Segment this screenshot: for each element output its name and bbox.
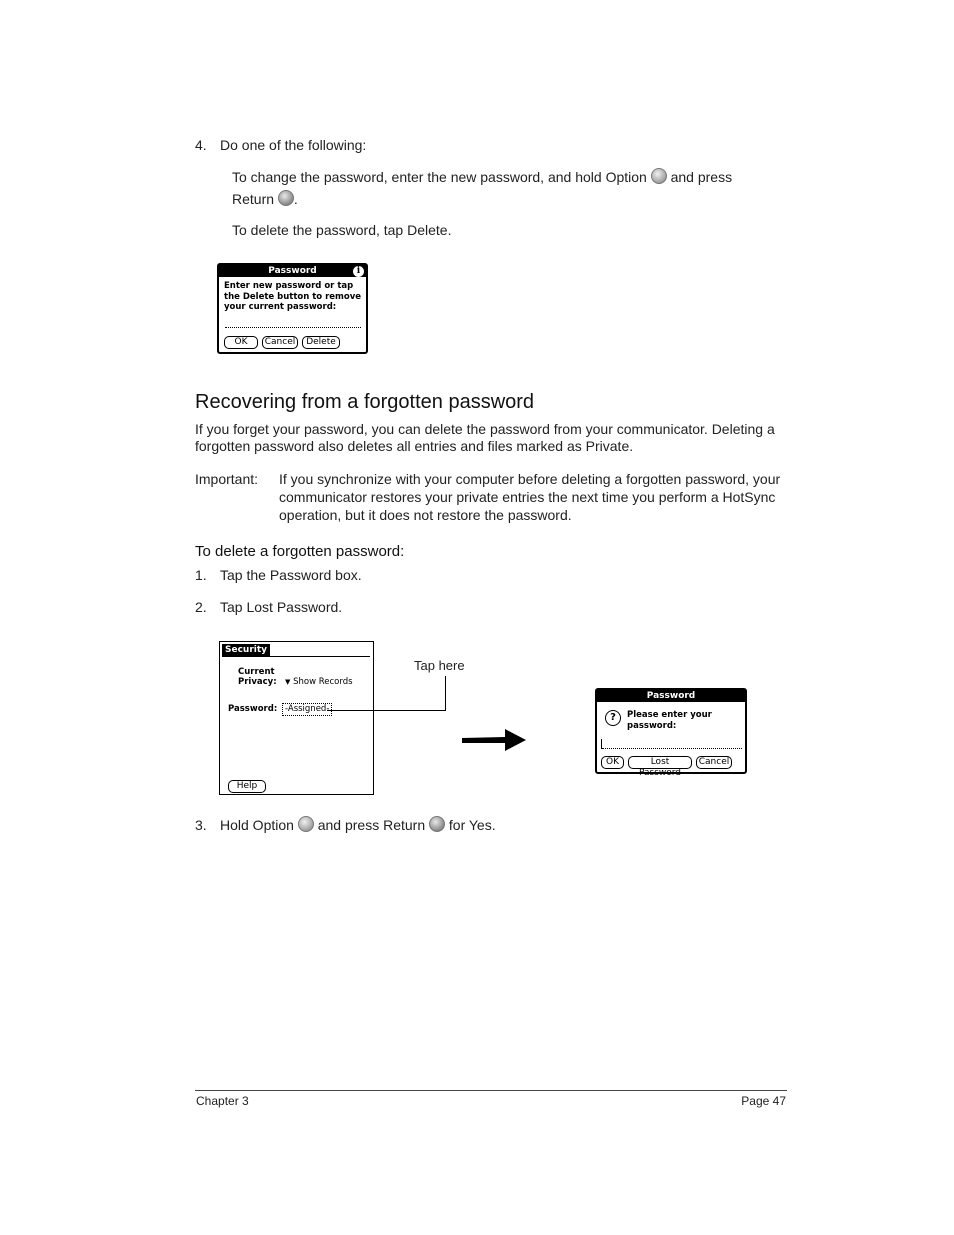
procedure-subheading: To delete a forgotten password: [195,543,405,560]
step-1-text: Tap the Password box. [220,567,362,583]
footer-chapter: Chapter 3 [196,1094,249,1108]
password-box[interactable]: -Assigned- [282,703,332,716]
password-entry-field[interactable] [602,748,742,749]
cancel-button[interactable]: Cancel [262,336,298,349]
dialog-message [224,281,361,313]
footer-page-number: Page 47 [741,1094,786,1108]
option-button-icon [651,168,667,184]
help-button[interactable]: Help [228,780,266,793]
return-button-icon [429,816,445,832]
change-password-instruction-line2 [232,190,298,208]
privacy-label: Privacy: [238,677,277,687]
change-line2-b: . [293,191,298,207]
footer-rule [195,1090,787,1091]
privacy-value: Show Records [293,677,353,687]
message-line: Please enter your [627,710,712,720]
security-screen [219,641,374,795]
dialog-title: Password [219,265,366,277]
message-line: the Delete button to remove [224,291,362,302]
intro-line-1: If you forget your password, you can delete the password from your communicator. Deleting a [195,421,775,437]
callout-line-vertical [445,676,446,710]
change-line1-b: and press [670,169,733,185]
current-label: Current [238,667,275,677]
step-3-text-a: Hold Option [220,817,294,833]
step-1-number: 1. [195,567,207,583]
change-line1-a: To change the password, enter the new password, and hold Option [232,169,647,185]
step-3-text [220,816,496,834]
question-icon: ? [605,710,621,726]
callout-line-horizontal [327,710,446,711]
dialog-message [627,710,712,731]
security-title-tab: Security [222,644,270,656]
right-arrow-icon [461,727,527,753]
important-label: Important: [195,471,259,487]
important-line-2: communicator restores your private entries the next time you perform a HotSync [279,489,776,505]
change-line2-a: Return [232,191,275,207]
step-2-number: 2. [195,599,207,615]
info-icon[interactable]: i [353,266,364,277]
step-3-number: 3. [195,817,207,833]
important-line-3: operation, but it does not restore the password. [279,507,572,523]
password-label: Password: [228,704,278,714]
dialog-title: Password [597,690,745,702]
ok-button[interactable]: OK [224,336,258,349]
password-enter-dialog [595,688,747,778]
step-3-text-b: and press Return [317,817,426,833]
cancel-button[interactable]: Cancel [696,756,732,769]
change-password-instruction [232,168,732,186]
step-3-text-c: for Yes. [448,817,496,833]
privacy-picker[interactable] [285,677,353,687]
section-heading: Recovering from a forgotten password [195,391,535,413]
step-4-text: Do one of the following: [220,137,367,153]
important-line-1: If you synchronize with your computer before deleting a forgotten password, your [279,471,781,487]
message-line: Enter new password or tap [224,281,354,291]
delete-password-instruction: To delete the password, tap Delete. [232,222,452,238]
intro-line-2: forgotten password also deletes all entries and files marked as Private. [195,438,634,454]
option-button-icon [298,816,314,832]
message-line: password: [627,720,677,731]
message-line: your current password: [224,302,337,312]
return-button-icon [278,190,294,206]
ok-button[interactable]: OK [601,756,624,769]
chevron-down-icon: ▼ [285,678,291,686]
lost-password-button[interactable]: Lost Password [628,756,692,769]
tap-here-callout: Tap here [414,658,465,673]
title-rule [222,656,370,657]
password-change-dialog [217,263,368,354]
step-2-text: Tap Lost Password. [220,599,343,615]
delete-button[interactable]: Delete [302,336,340,349]
password-entry-field[interactable] [225,327,361,328]
step-4-number: 4. [195,137,207,153]
